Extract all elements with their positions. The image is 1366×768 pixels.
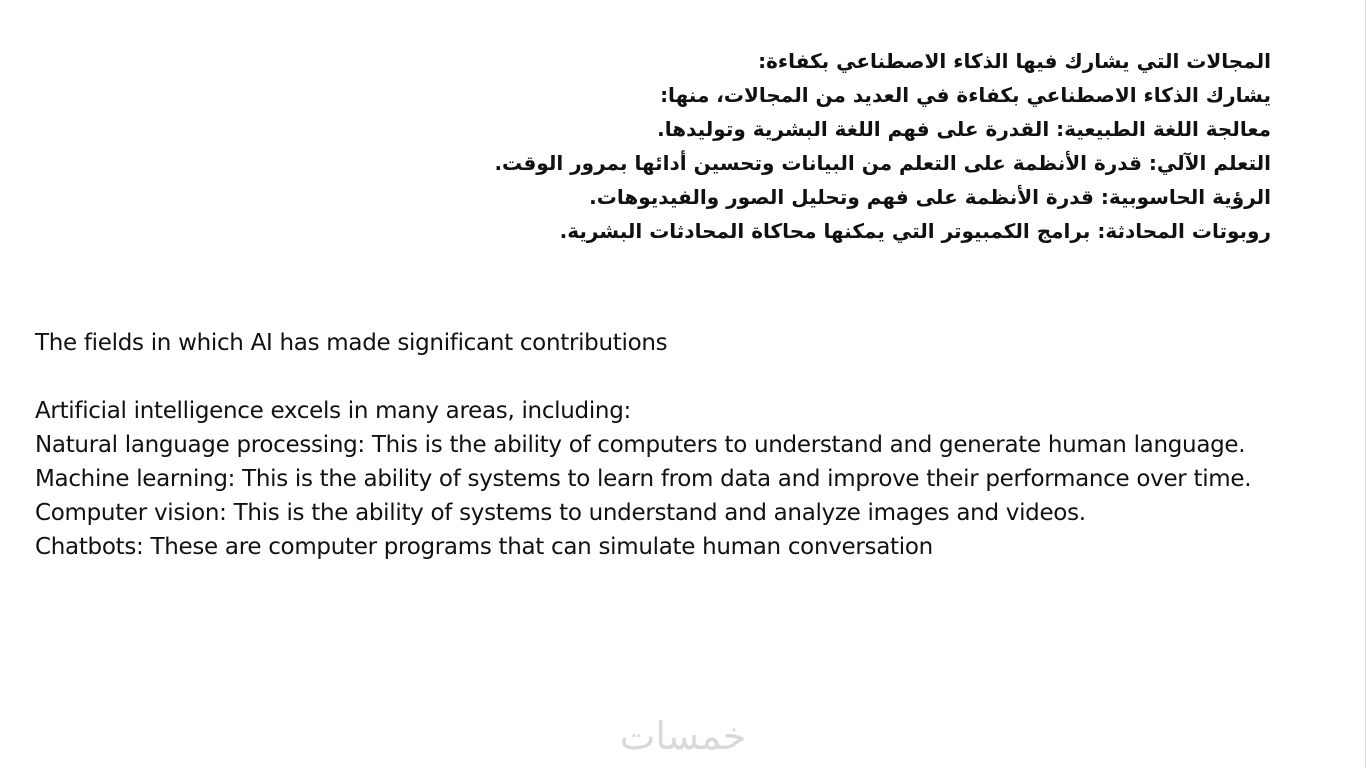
arabic-item-ml: التعلم الآلي: قدرة الأنظمة على التعلم من البيانات وتحسين أدائها بمرور الوقت. bbox=[494, 151, 1271, 175]
english-section bbox=[35, 326, 1345, 564]
arabic-intro: يشارك الذكاء الاصطناعي بكفاءة في العديد من المجالات، منها: bbox=[660, 83, 1271, 107]
paragraph-gap bbox=[35, 360, 1345, 394]
english-title: The fields in which AI has made significant contributions bbox=[35, 330, 668, 356]
arabic-title: المجالات التي يشارك فيها الذكاء الاصطناعي بكفاءة: bbox=[758, 49, 1271, 73]
english-intro: Artificial intelligence excels in many areas, including: bbox=[35, 398, 631, 424]
arabic-item-nlp: معالجة اللغة الطبيعية: القدرة على فهم اللغة البشرية وتوليدها. bbox=[657, 117, 1271, 141]
arabic-item-chatbots: روبوتات المحادثة: برامج الكمبيوتر التي يمكنها محاكاة المحادثات البشرية. bbox=[559, 219, 1271, 243]
khamsat-watermark-logo: خمسات bbox=[619, 714, 747, 758]
english-item-ml: Machine learning: This is the ability of systems to learn from data and improve their performance over time. bbox=[35, 466, 1252, 492]
english-item-vision: Computer vision: This is the ability of systems to understand and analyze images and videos. bbox=[35, 500, 1086, 526]
arabic-section bbox=[451, 44, 1271, 248]
english-item-nlp: Natural language processing: This is the ability of computers to understand and generate human language. bbox=[35, 432, 1246, 458]
arabic-item-vision: الرؤية الحاسوبية: قدرة الأنظمة على فهم وتحليل الصور والفيديوهات. bbox=[589, 185, 1271, 209]
english-item-chatbots: Chatbots: These are computer programs that can simulate human conversation bbox=[35, 534, 933, 560]
